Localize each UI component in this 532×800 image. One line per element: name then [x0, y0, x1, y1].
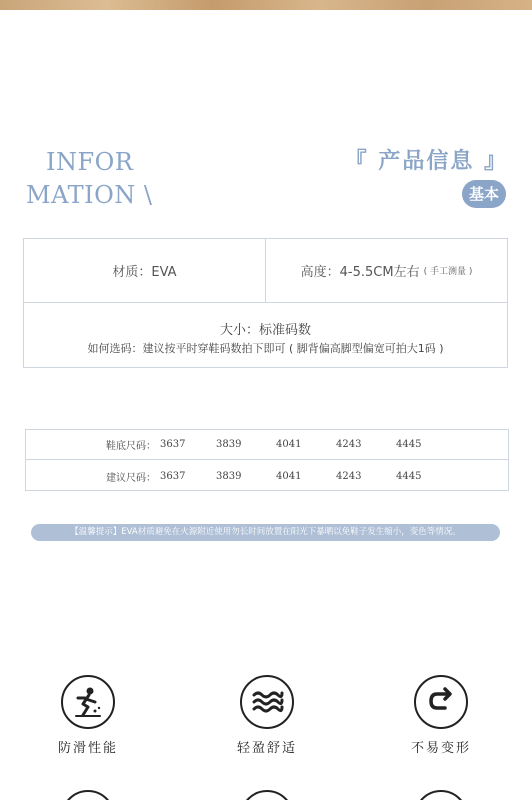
wave-lines-icon [240, 675, 294, 729]
warm-tip-banner: 【温馨提示】EVA材质避免在火源附近使用勿长时间放置在阳光下暴晒以免鞋子发生缩小，变色等情况。 [31, 524, 500, 541]
feature-label: 防滑性能 [57, 741, 118, 756]
height-note: ( 手工测量 ) [423, 267, 473, 277]
row-label: 鞋底尺码： [106, 441, 156, 452]
return-arrow-icon [414, 675, 468, 729]
height-cell [266, 239, 507, 302]
size-value: 3839 [216, 470, 242, 482]
size-table [25, 429, 509, 491]
size-value: 3839 [216, 439, 242, 450]
partial-feature-icon [61, 790, 115, 800]
feature-lightweight [217, 675, 317, 756]
material-text: 材质：EVA [112, 265, 177, 280]
size-value: 4041 [276, 439, 302, 450]
spec-row-top [24, 239, 507, 303]
feature-label: 不易变形 [410, 741, 471, 756]
height-text: 高度：4-5.5CM左右 [300, 265, 420, 280]
partial-feature-icon [240, 790, 294, 800]
feature-label: 轻盈舒适 [236, 741, 297, 756]
size-value: 4445 [396, 439, 422, 450]
partial-feature-icon [414, 790, 468, 800]
row-label: 建议尺码： [106, 472, 156, 484]
spec-row-size [24, 303, 507, 367]
wood-texture-strip [0, 0, 532, 10]
table-row [26, 461, 508, 491]
table-row [26, 430, 508, 460]
feature-anti-slip [38, 675, 138, 756]
size-note: 如何选码：建议按平时穿鞋码数拍下即可 ( 脚背偏高脚型偏宽可拍大1码 ) [87, 342, 444, 355]
spec-table [23, 238, 508, 368]
feature-shape-retention [391, 675, 491, 756]
size-value: 4243 [336, 439, 362, 450]
material-cell [24, 239, 266, 302]
size-value: 3637 [160, 470, 186, 482]
english-heading-line2: MATION \ [26, 181, 153, 209]
basic-badge: 基本 [462, 180, 506, 208]
english-heading [26, 146, 152, 212]
size-title: 大小：标准码数 [219, 323, 311, 338]
size-value: 4445 [396, 470, 422, 482]
chinese-heading: 『 产品信息 』 [344, 149, 508, 174]
english-heading-line1: INFOR [46, 148, 134, 176]
size-value: 3637 [160, 439, 186, 450]
size-value: 4243 [336, 470, 362, 482]
size-value: 4041 [276, 470, 302, 482]
slip-warning-icon [61, 675, 115, 729]
